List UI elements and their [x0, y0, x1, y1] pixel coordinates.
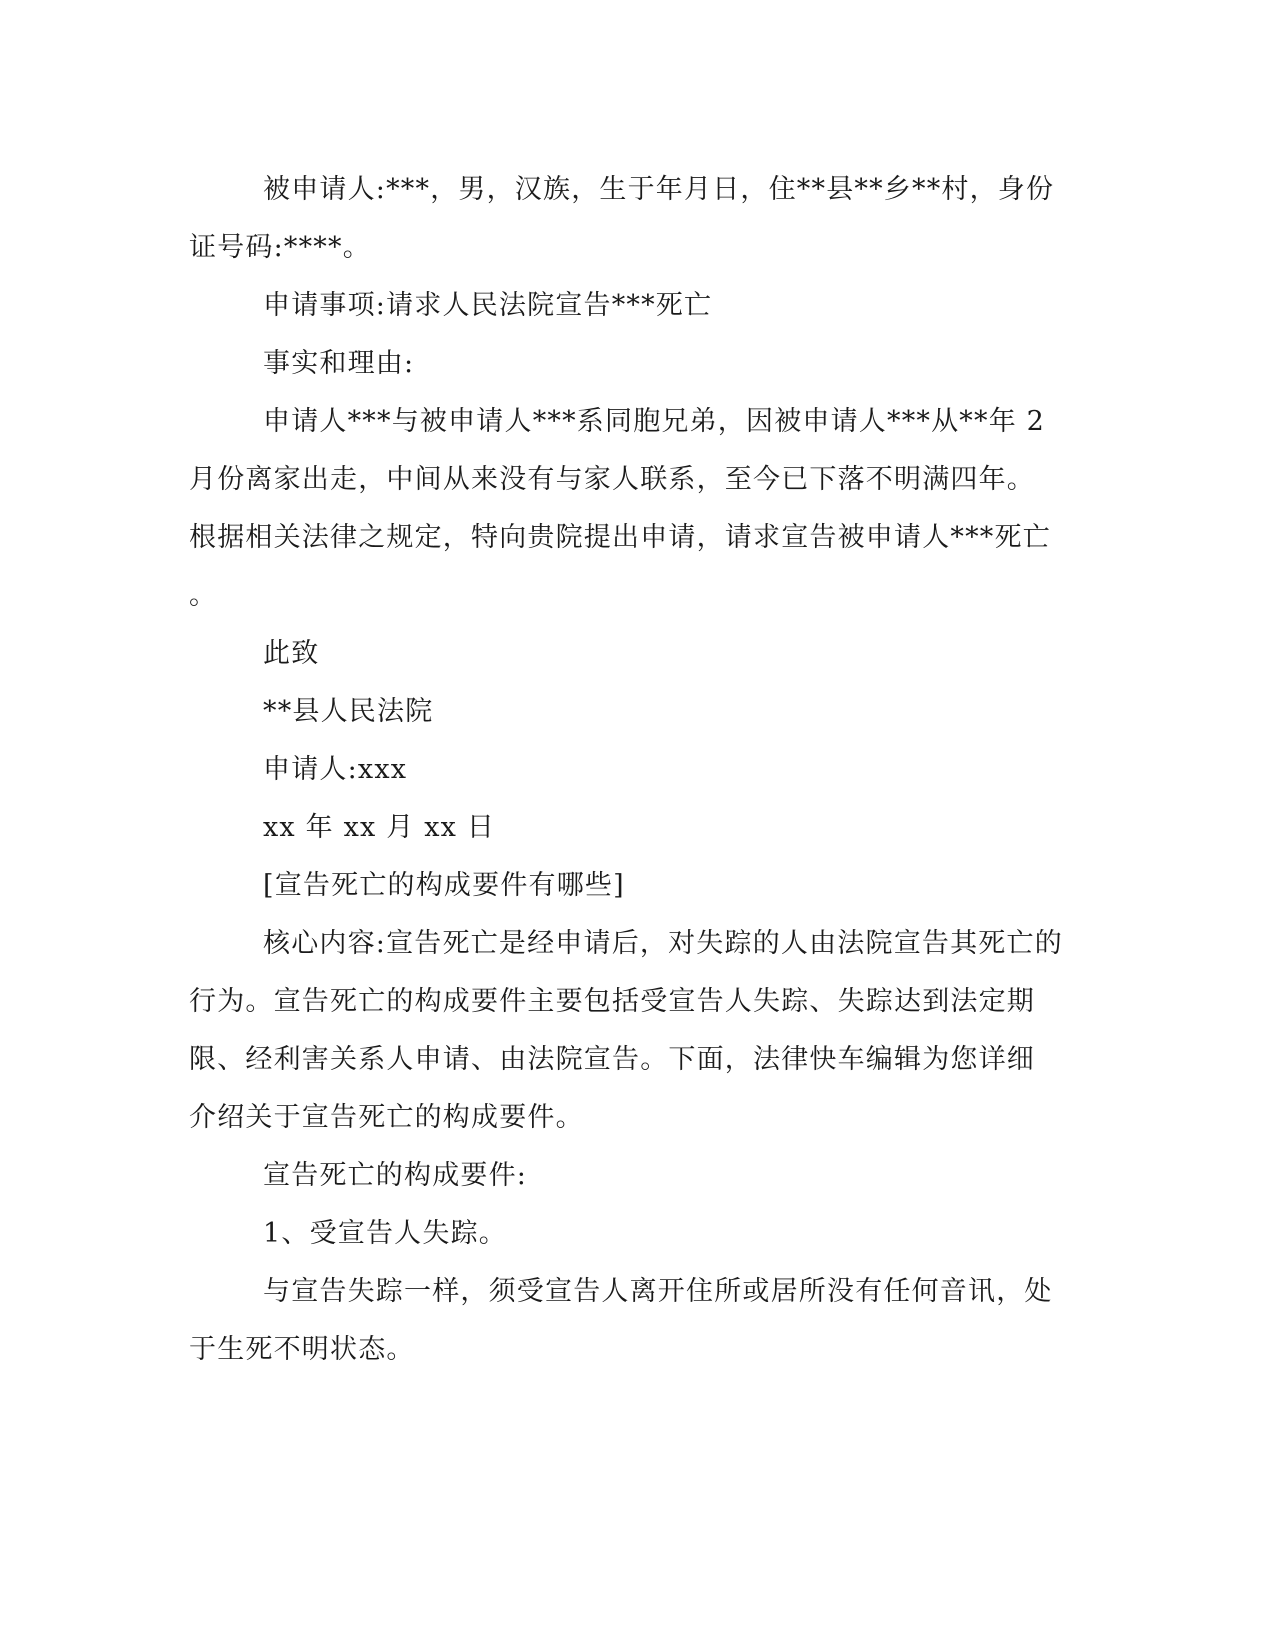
applicant-signature: 申请人:xxx: [263, 754, 408, 785]
respondent-info-line-2: 证号码:****。: [189, 232, 371, 263]
respondent-info-line-1: 被申请人:***，男，汉族，生于年月日，住**县**乡**村，身份: [263, 174, 1055, 205]
requirement-1-text-line-2: 于生死不明状态。: [189, 1334, 415, 1365]
facts-heading: 事实和理由:: [263, 348, 415, 379]
requirements-heading: 宣告死亡的构成要件:: [263, 1160, 528, 1191]
court-name: **县人民法院: [263, 696, 434, 727]
salutation: 此致: [263, 638, 320, 669]
date-line: xx 年 xx 月 xx 日: [263, 812, 496, 843]
application-matter: 申请事项:请求人民法院宣告***死亡: [263, 290, 713, 321]
core-content-line-2: 行为。宣告死亡的构成要件主要包括受宣告人失踪、失踪达到法定期: [189, 986, 1035, 1017]
facts-line-3: 根据相关法律之规定，特向贵院提出申请，请求宣告被申请人***死亡: [189, 522, 1051, 553]
facts-line-1: 申请人***与被申请人***系同胞兄弟，因被申请人***从**年 2: [263, 406, 1046, 437]
core-content-line-1: 核心内容:宣告死亡是经申请后，对失踪的人由法院宣告其死亡的: [263, 928, 1063, 959]
requirement-1-title: 1、受宣告人失踪。: [263, 1218, 507, 1249]
requirement-1-text-line-1: 与宣告失踪一样，须受宣告人离开住所或居所没有任何音讯，处: [263, 1276, 1053, 1307]
facts-line-2: 月份离家出走，中间从来没有与家人联系，至今已下落不明满四年。: [189, 464, 1035, 495]
core-content-line-4: 介绍关于宣告死亡的构成要件。: [189, 1102, 584, 1133]
section-title: [宣告死亡的构成要件有哪些]: [263, 870, 625, 901]
facts-line-4: 。: [189, 580, 218, 611]
core-content-line-3: 限、经利害关系人申请、由法院宣告。下面，法律快车编辑为您详细: [189, 1044, 1035, 1075]
